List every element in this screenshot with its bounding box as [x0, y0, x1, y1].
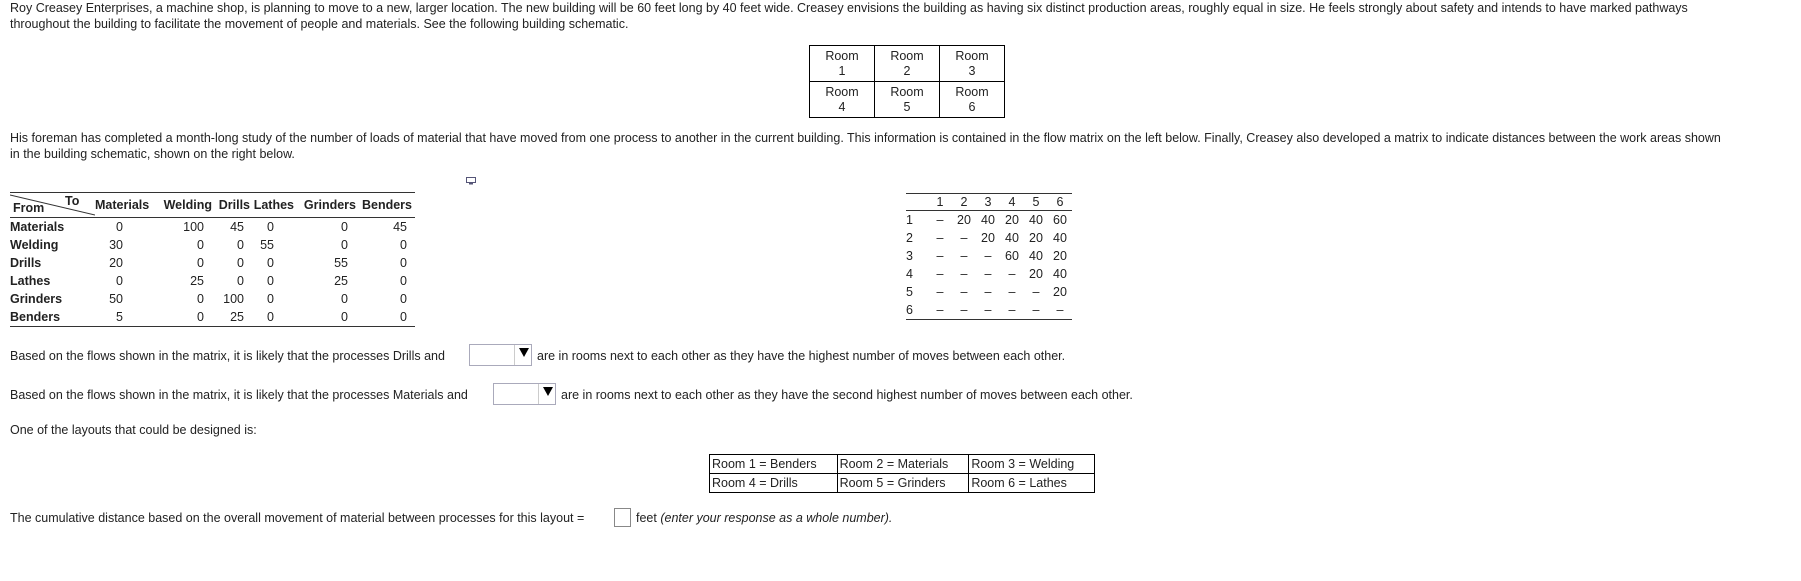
distance-cell: 20 [957, 213, 971, 227]
flow-row [10, 290, 415, 308]
distance-cell: – [984, 285, 992, 299]
distance-matrix [906, 193, 1072, 320]
distance-col-header: 4 [1008, 195, 1016, 209]
flow-row [10, 272, 415, 290]
distance-cell: – [936, 303, 944, 317]
distance-row-label: 1 [906, 213, 913, 227]
flow-cell: 100 [183, 220, 204, 234]
flow-row-label: Grinders [10, 292, 63, 306]
flow-col-grinders: Grinders [303, 198, 356, 212]
layout-intro: One of the layouts that could be designed is: [10, 423, 257, 437]
distance-cell: – [984, 267, 992, 281]
flow-row-label: Materials [10, 220, 65, 234]
flow-col-welding: Welding [163, 198, 212, 212]
flow-cell: 25 [334, 274, 348, 288]
flow-cell: 0 [341, 238, 348, 252]
schematic-room-5: Room 5 [875, 82, 940, 118]
distance-cell: – [960, 303, 968, 317]
flow-cell: 30 [109, 238, 123, 252]
distance-cell: – [1008, 267, 1016, 281]
distance-cell: – [984, 303, 992, 317]
distance-row [906, 229, 1072, 247]
flow-cell: 0 [400, 292, 407, 306]
flow-col-drills: Drills [218, 198, 250, 212]
flow-row [10, 254, 415, 272]
flow-cell: 0 [197, 292, 204, 306]
flow-cell: 25 [190, 274, 204, 288]
foreman-paragraph [10, 130, 1790, 162]
intro-line-1: Roy Creasey Enterprises, a machine shop, is planning to move to a new, larger location. The new building will be 60 feet long by 40 feet wide. Creasey envisions the building as having six distinct production areas, roughly equal in size. He feels strongly about safety and intends to have marked pathways [10, 1, 1688, 15]
distance-col-header: 6 [1056, 195, 1064, 209]
distance-row [906, 211, 1072, 230]
distance-cell: 40 [1029, 249, 1043, 263]
flow-cell: 0 [341, 292, 348, 306]
dropdown-arrow-icon [519, 348, 529, 357]
schematic-room-6: Room 6 [940, 82, 1005, 118]
distance-cell: – [936, 249, 944, 263]
distance-col-header: 3 [984, 195, 992, 209]
flow-matrix [10, 192, 415, 327]
flow-row-label: Drills [10, 256, 42, 270]
distance-corner [906, 194, 928, 211]
distance-col-header: 5 [1032, 195, 1040, 209]
question-3-text: The cumulative distance based on the overall movement of material between processes for this layout = [10, 511, 585, 525]
foreman-line-2: in the building schematic, shown on the right below. [10, 147, 295, 161]
flow-cell: 0 [400, 274, 407, 288]
flow-row [10, 218, 415, 237]
question-3-suffix [636, 511, 892, 525]
distance-cell: – [1032, 285, 1040, 299]
flow-cell: 0 [116, 274, 123, 288]
distance-cell: – [936, 267, 944, 281]
flow-cell: 0 [267, 256, 274, 270]
distance-cell: 40 [981, 213, 995, 227]
distance-row [906, 301, 1072, 320]
schematic-room-3: Room 3 [940, 46, 1005, 82]
flow-cell: 0 [197, 256, 204, 270]
layout-cell: Room 5 = Grinders [837, 474, 969, 493]
foreman-line-1: His foreman has completed a month-long study of the number of loads of material that have moved from one process to another in the current building. This information is contained in the flow matrix on the left below. Finally, Creasey also developed a matrix to indicate distances between the work areas shown [10, 131, 1721, 145]
distance-cell: 20 [1005, 213, 1019, 227]
distance-cell: – [984, 249, 992, 263]
intro-paragraph [10, 0, 1790, 32]
flow-cell: 0 [341, 220, 348, 234]
distance-cell: 40 [1029, 213, 1043, 227]
distance-cell: – [1056, 303, 1064, 317]
distance-cell: – [1032, 303, 1040, 317]
schematic-room-1: Room 1 [810, 46, 875, 82]
question-1-dropdown[interactable] [469, 344, 532, 366]
flow-col-benders: Benders [361, 198, 412, 212]
question-2-dropdown[interactable] [493, 383, 556, 405]
flow-row [10, 308, 415, 327]
flow-col-materials: Materials [95, 198, 150, 212]
flow-cell: 0 [341, 310, 348, 324]
distance-col-header: 1 [936, 195, 944, 209]
flow-cell: 0 [267, 274, 274, 288]
distance-cell: – [960, 267, 968, 281]
copy-data-icon[interactable] [466, 177, 476, 185]
flow-cell: 45 [230, 220, 244, 234]
distance-cell: – [960, 249, 968, 263]
distance-cell: 40 [1005, 231, 1019, 245]
flow-row-label: Welding [10, 238, 59, 252]
flow-cell: 0 [267, 310, 274, 324]
flow-cell: 0 [197, 238, 204, 252]
distance-cell: – [936, 231, 944, 245]
distance-cell: 20 [1053, 249, 1067, 263]
distance-row [906, 265, 1072, 283]
distance-row-label: 5 [906, 285, 913, 299]
distance-cell: 60 [1053, 213, 1067, 227]
question-1-text-after: are in rooms next to each other as they have the highest number of moves between each other. [537, 349, 1066, 363]
question-1-text-before: Based on the flows shown in the matrix, it is likely that the processes Drills and [10, 349, 445, 363]
flow-cell: 0 [400, 310, 407, 324]
layout-cell: Room 3 = Welding [969, 455, 1095, 474]
layout-cell: Room 4 = Drills [710, 474, 838, 493]
flow-cell: 0 [267, 292, 274, 306]
flow-row-label: Benders [10, 310, 61, 324]
question-2-text-after: are in rooms next to each other as they have the second highest number of moves between each other. [561, 388, 1133, 402]
flow-cell: 100 [223, 292, 244, 306]
whole-number-hint: (enter your response as a whole number). [660, 511, 893, 525]
layout-table [709, 454, 1095, 493]
question-2-text-before: Based on the flows shown in the matrix, it is likely that the processes Materials and [10, 388, 468, 402]
distance-cell: 60 [1005, 249, 1019, 263]
feet-unit: feet [636, 511, 657, 525]
distance-cell: 40 [1053, 231, 1067, 245]
distance-cell: 20 [1029, 267, 1043, 281]
flow-cell: 0 [237, 256, 244, 270]
distance-cell: – [936, 213, 944, 227]
flow-cell: 0 [237, 238, 244, 252]
distance-row-label: 2 [906, 231, 913, 245]
schematic-room-4: Room 4 [810, 82, 875, 118]
building-schematic [809, 45, 1005, 118]
flow-cell: 5 [116, 310, 123, 324]
dropdown-arrow-icon [543, 387, 553, 396]
distance-row [906, 247, 1072, 265]
flow-cell: 55 [334, 256, 348, 270]
flow-cell: 0 [237, 274, 244, 288]
layout-cell: Room 6 = Lathes [969, 474, 1095, 493]
distance-cell: – [960, 231, 968, 245]
distance-cell: 20 [1053, 285, 1067, 299]
flow-cell: 0 [400, 256, 407, 270]
flow-cell: 45 [393, 220, 407, 234]
flow-cell: 55 [260, 238, 274, 252]
flow-cell: 20 [109, 256, 123, 270]
flow-from-to-header [10, 193, 95, 218]
distance-cell: 20 [1029, 231, 1043, 245]
schematic-room-2: Room 2 [875, 46, 940, 82]
flow-cell: 0 [197, 310, 204, 324]
flow-cell: 0 [116, 220, 123, 234]
to-label: To [65, 194, 80, 208]
flow-cell: 0 [400, 238, 407, 252]
flow-cell: 0 [267, 220, 274, 234]
distance-row-label: 4 [906, 267, 913, 281]
distance-cell: – [1008, 285, 1016, 299]
distance-row [906, 283, 1072, 301]
flow-row [10, 236, 415, 254]
flow-cell: 50 [109, 292, 123, 306]
layout-cell: Room 1 = Benders [710, 455, 838, 474]
flow-cell: 25 [230, 310, 244, 324]
distance-row-label: 6 [906, 303, 913, 317]
distance-row-label: 3 [906, 249, 913, 263]
flow-col-lathes: Lathes [253, 198, 294, 212]
distance-cell: 20 [981, 231, 995, 245]
distance-cell: – [960, 285, 968, 299]
intro-line-2: throughout the building to facilitate the movement of people and materials. See the following building schematic. [10, 17, 629, 31]
from-label: From [13, 201, 45, 215]
distance-col-header: 2 [960, 195, 968, 209]
distance-cell: 40 [1053, 267, 1067, 281]
distance-cell: – [936, 285, 944, 299]
flow-row-label: Lathes [10, 274, 51, 288]
distance-cell: – [1008, 303, 1016, 317]
cumulative-distance-input[interactable] [614, 508, 631, 527]
layout-cell: Room 2 = Materials [837, 455, 969, 474]
